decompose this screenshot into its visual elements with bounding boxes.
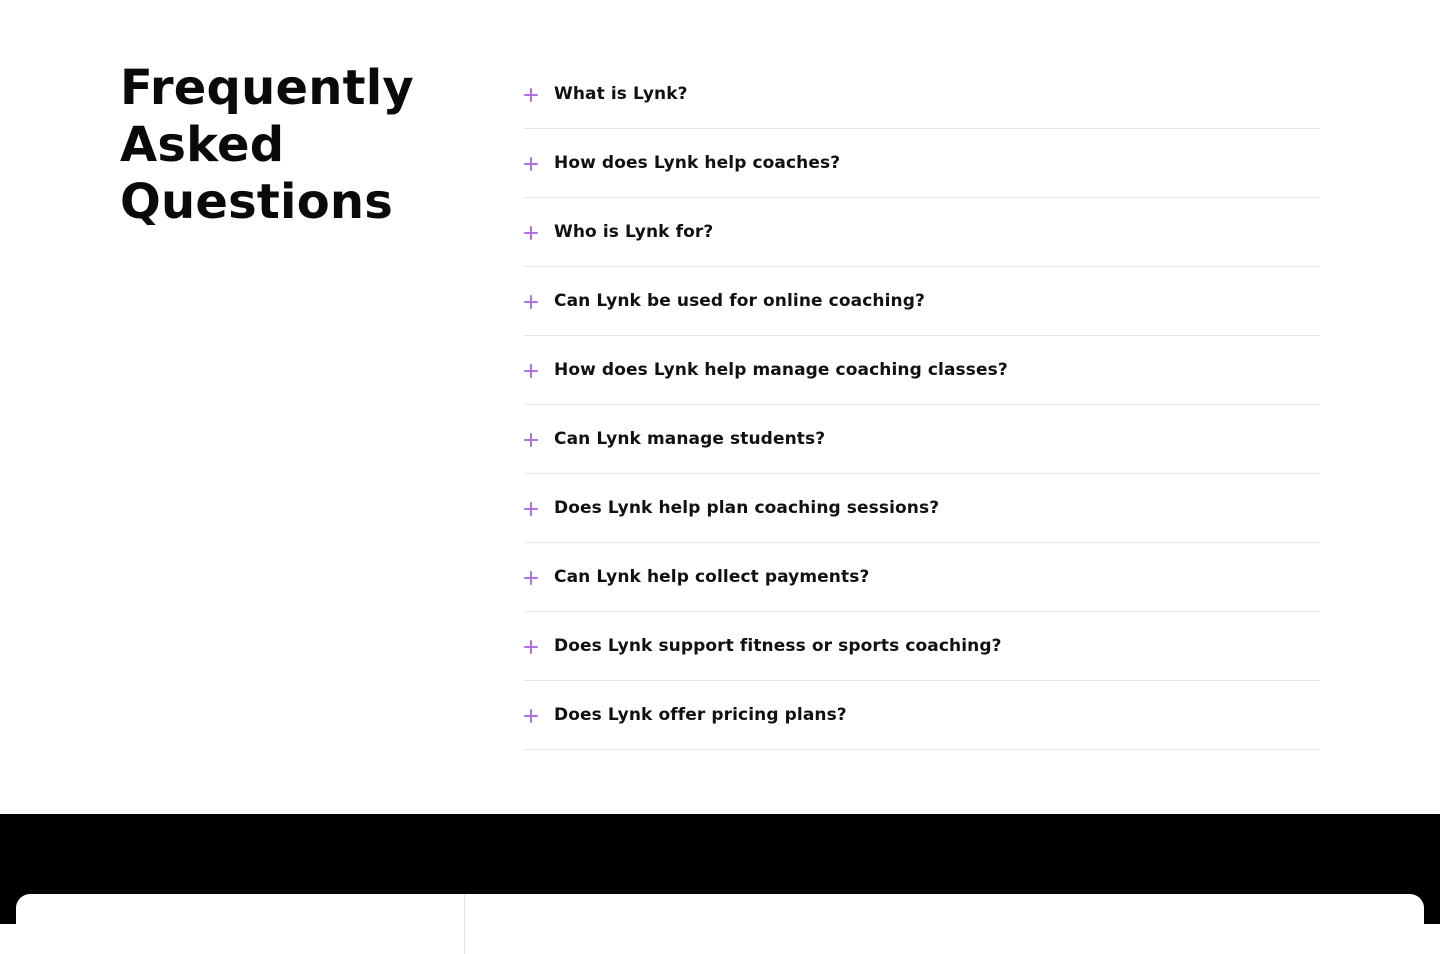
faq-question: Does Lynk offer pricing plans? [554,705,847,725]
faq-question: Does Lynk support fitness or sports coaching? [554,636,1002,656]
faq-question: How does Lynk help coaches? [554,153,841,173]
faq-item-collect-payments[interactable] [524,543,1320,612]
faq-question: Can Lynk manage students? [554,429,826,449]
faq-question: Can Lynk be used for online coaching? [554,291,925,311]
plus-icon [524,364,538,378]
faq-item-manage-classes[interactable] [524,336,1320,405]
faq-item-fitness-sports[interactable] [524,612,1320,681]
footer-section [0,814,1440,924]
faq-item-manage-students[interactable] [524,405,1320,474]
plus-icon [524,88,538,102]
plus-icon [524,433,538,447]
faq-list [524,60,1320,750]
plus-icon [524,709,538,723]
faq-question: How does Lynk help manage coaching classes? [554,360,1008,380]
faq-question: Can Lynk help collect payments? [554,567,870,587]
footer-card [16,894,1424,954]
faq-question: What is Lynk? [554,84,688,104]
plus-icon [524,640,538,654]
plus-icon [524,571,538,585]
faq-item-how-help-coaches[interactable] [524,129,1320,198]
footer-card-divider [464,894,465,954]
faq-item-pricing-plans[interactable] [524,681,1320,750]
faq-item-who-is-lynk-for[interactable] [524,198,1320,267]
faq-item-plan-sessions[interactable] [524,474,1320,543]
plus-icon [524,502,538,516]
faq-question: Does Lynk help plan coaching sessions? [554,498,940,518]
faq-item-what-is-lynk[interactable] [524,60,1320,129]
faq-question: Who is Lynk for? [554,222,714,242]
faq-title: Frequently Asked Questions [120,60,414,230]
plus-icon [524,157,538,171]
plus-icon [524,295,538,309]
plus-icon [524,226,538,240]
faq-item-online-coaching[interactable] [524,267,1320,336]
